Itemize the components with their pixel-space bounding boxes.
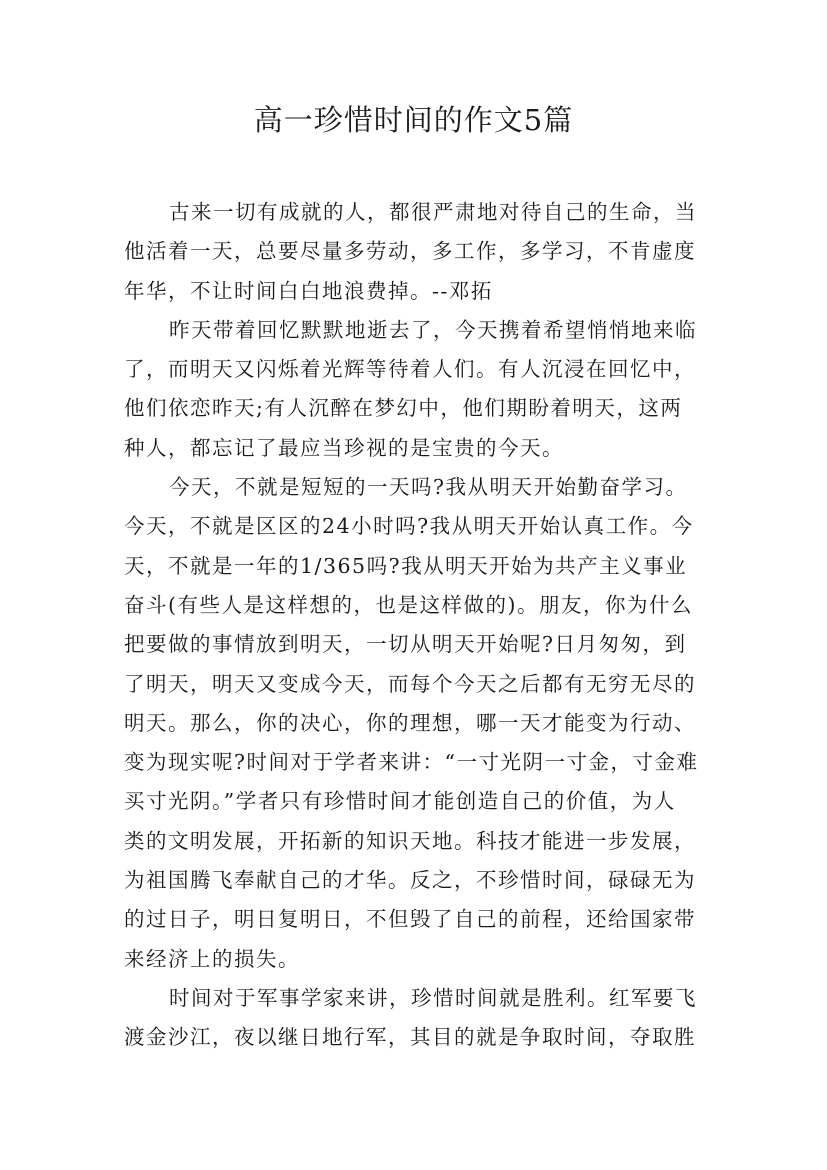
- body-line: 来经济上的损失。: [124, 946, 300, 971]
- body-line: 明天。那么，你的决心，你的理想，哪一天才能变为行动、: [124, 710, 696, 735]
- document-title: 高一珍惜时间的作文5篇: [253, 103, 574, 137]
- body-line: 种人，都忘记了最应当珍视的是宝贵的今天。: [124, 435, 564, 460]
- body-line: 今天，不就是区区的24小时吗?我从明天开始认真工作。今: [124, 514, 694, 539]
- body-line: 了明天，明天又变成今天，而每个今天之后都有无穷无尽的: [124, 671, 696, 696]
- body-line: 古来一切有成就的人，都很严肃地对待自己的生命，当: [169, 200, 697, 224]
- body-line: 买寸光阴。”学者只有珍惜时间才能创造自己的价值，为人: [124, 789, 676, 814]
- body-line: 变为现实呢?时间对于学者来讲：“一寸光阴一寸金，寸金难: [124, 750, 699, 775]
- body-line: 类的文明发展，开拓新的知识天地。科技才能进一步发展，: [124, 828, 696, 853]
- body-line: 奋斗(有些人是这样想的，也是这样做的)。朋友，你为什么: [124, 592, 693, 617]
- body-line: 把要做的事情放到明天，一切从明天开始呢?日月匆匆，到: [124, 632, 687, 657]
- body-line: 昨天带着回忆默默地逝去了，今天携着希望悄悄地来临: [169, 317, 697, 342]
- body-line: 他活着一天，总要尽量多劳动，多工作，多学习，不肯虚度: [124, 239, 696, 264]
- document-body: [124, 193, 709, 1058]
- body-line: 为祖国腾飞奉献自己的才华。反之，不珍惜时间，碌碌无为: [124, 868, 696, 893]
- body-line: 天，不就是一年的1/365吗?我从明天开始为共产主义事业: [124, 553, 688, 578]
- body-line: 渡金沙江，夜以继日地行军，其目的就是争取时间，夺取胜: [124, 1025, 696, 1050]
- body-line: 今天，不就是短短的一天吗?我从明天开始勤奋学习。: [169, 475, 688, 500]
- body-line: 的过日子，明日复明日，不但毁了自己的前程，还给国家带: [124, 907, 696, 932]
- body-line: 了，而明天又闪烁着光辉等待着人们。有人沉浸在回忆中，: [124, 357, 696, 382]
- body-line: 他们依恋昨天;有人沉醉在梦幻中，他们期盼着明天，这两: [124, 396, 683, 421]
- body-line: 时间对于军事学家来讲，珍惜时间就是胜利。红军要飞: [169, 985, 697, 1010]
- body-line: 年华，不让时间白白地浪费掉。--邓拓: [124, 278, 493, 303]
